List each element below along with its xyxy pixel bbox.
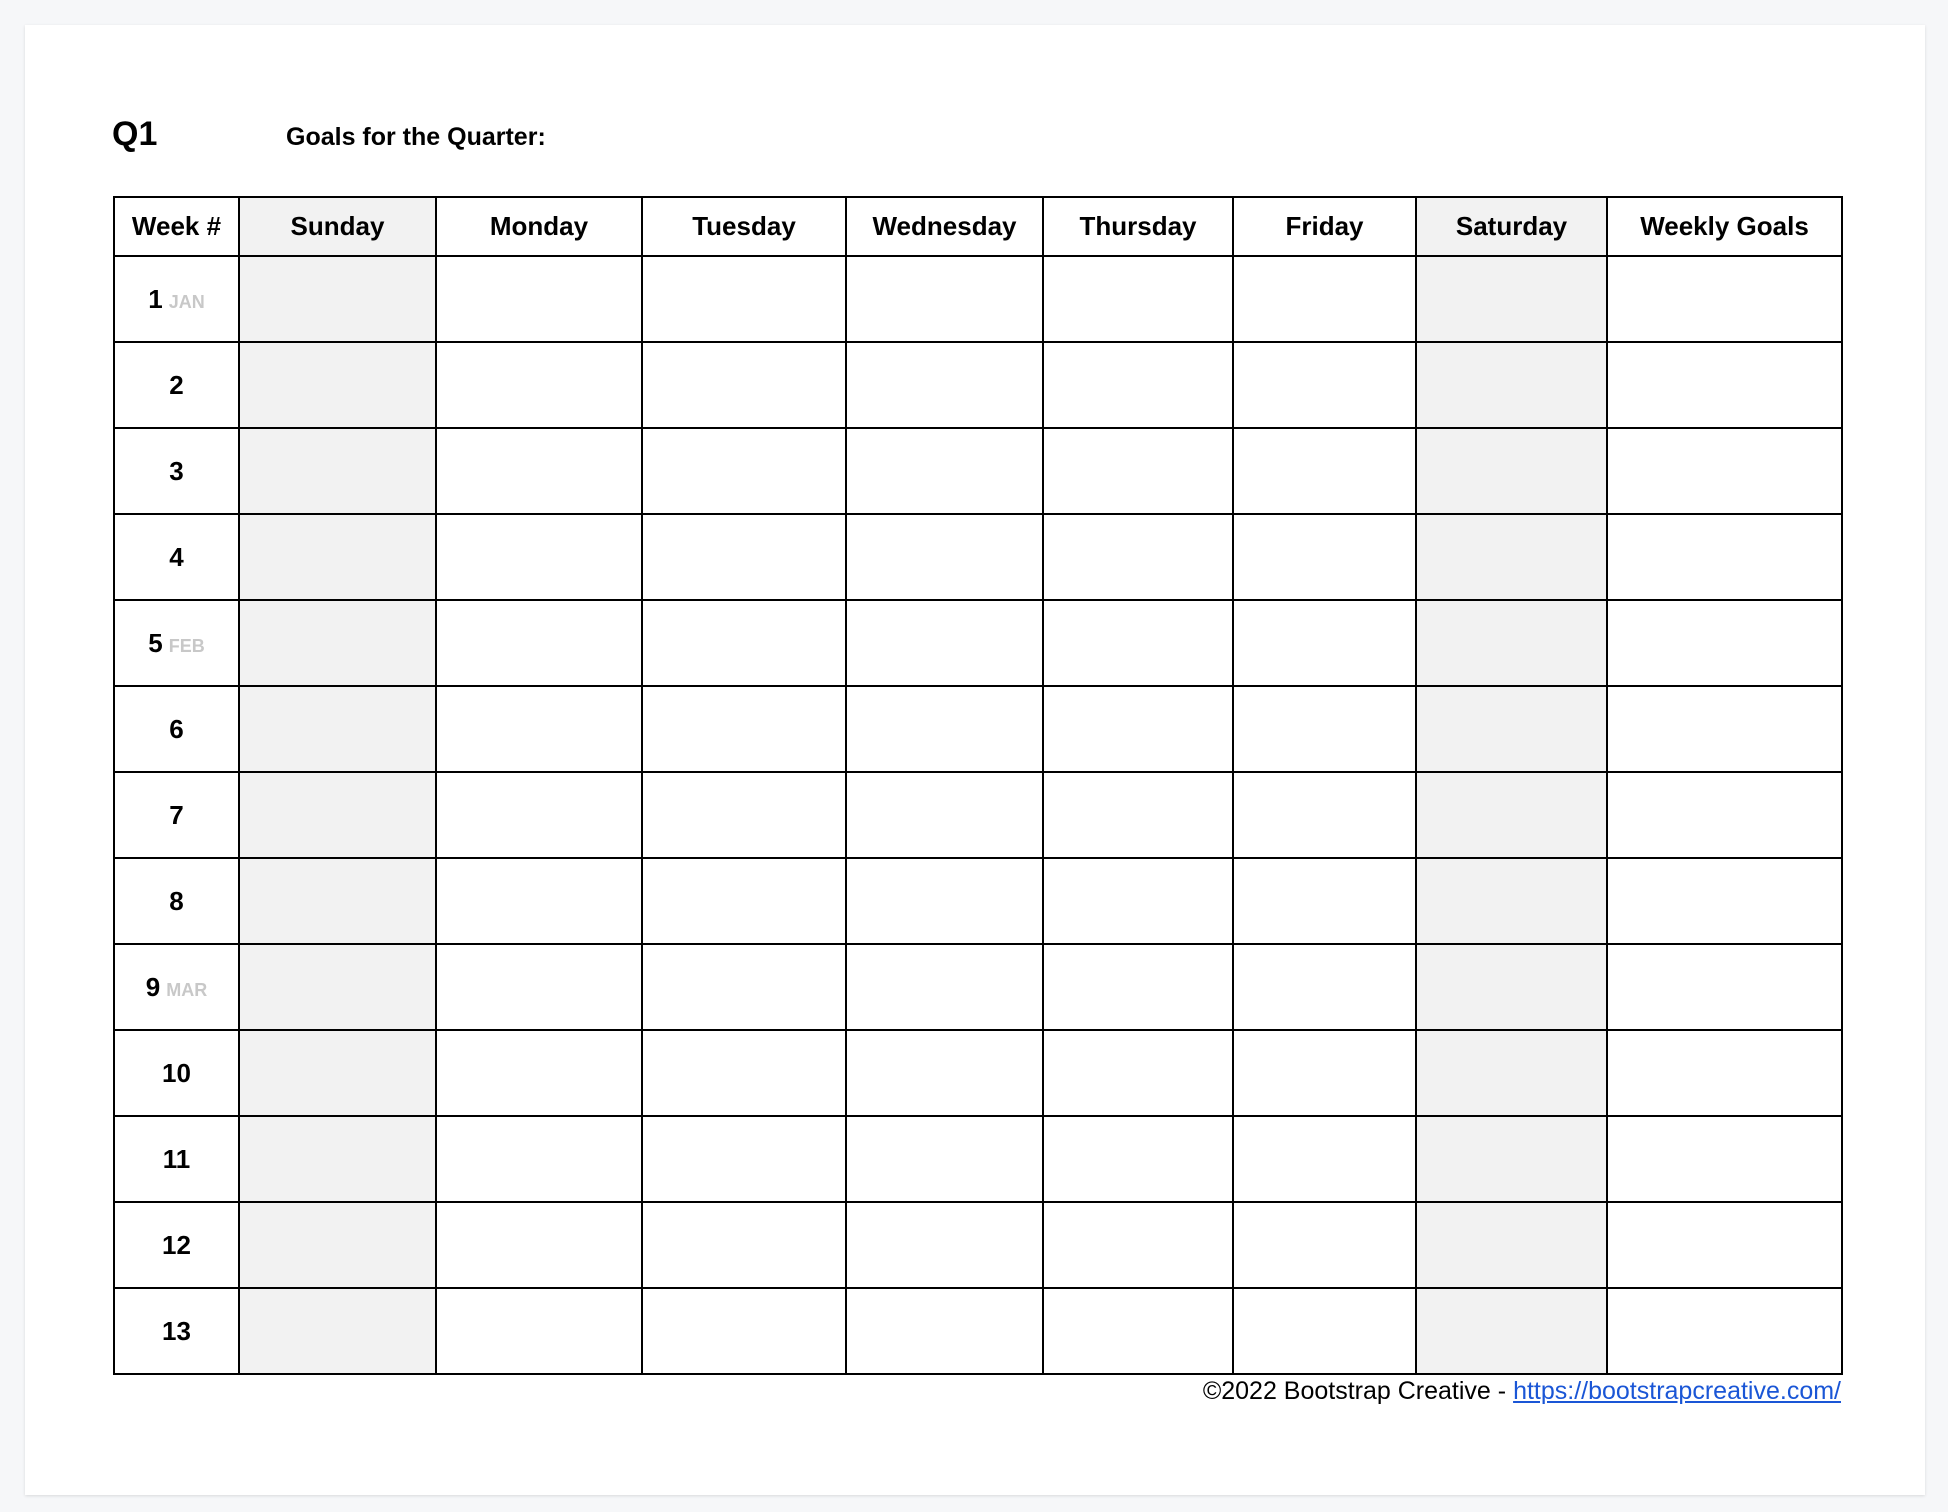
table-row [114, 1288, 1842, 1374]
planner-cell[interactable] [239, 1202, 436, 1288]
planner-cell[interactable] [1043, 772, 1233, 858]
planner-cell[interactable] [642, 256, 846, 342]
planner-cell[interactable] [846, 686, 1043, 772]
planner-cell[interactable] [846, 1202, 1043, 1288]
weekly-planner-table [113, 196, 1843, 1375]
planner-cell[interactable] [436, 772, 642, 858]
planner-cell[interactable] [436, 256, 642, 342]
planner-cell[interactable] [846, 514, 1043, 600]
table-row [114, 772, 1842, 858]
planner-cell[interactable] [1607, 1288, 1842, 1374]
planner-cell[interactable] [239, 944, 436, 1030]
week-number: 8 [169, 885, 184, 916]
week-number: 12 [162, 1229, 191, 1260]
planner-cell[interactable] [846, 858, 1043, 944]
week-number: 9 [145, 971, 161, 1002]
column-header-friday: Friday [1233, 197, 1416, 256]
planner-cell[interactable] [1607, 256, 1842, 342]
planner-cell[interactable] [1607, 1030, 1842, 1116]
week-number-cell [114, 1202, 239, 1288]
planner-cell[interactable] [436, 514, 642, 600]
planner-cell[interactable] [1607, 428, 1842, 514]
week-number: 5 [148, 627, 163, 658]
table-row [114, 858, 1842, 944]
table-row [114, 686, 1842, 772]
header-row [114, 197, 1842, 256]
planner-cell[interactable] [1043, 1030, 1233, 1116]
goals-label: Goals for the Quarter: [286, 123, 546, 151]
week-number-cell [114, 1030, 239, 1116]
month-label: MAR [166, 979, 208, 1000]
planner-cell[interactable] [1043, 1116, 1233, 1202]
planner-cell[interactable] [239, 1116, 436, 1202]
planner-cell[interactable] [1607, 514, 1842, 600]
footer [1203, 1377, 1841, 1406]
planner-cell[interactable] [1416, 1116, 1607, 1202]
month-label: JAN [168, 291, 205, 312]
planner-cell[interactable] [1607, 686, 1842, 772]
table-row [114, 600, 1842, 686]
week-number-cell [114, 686, 239, 772]
planner-cell[interactable] [1233, 600, 1416, 686]
planner-cell[interactable] [1416, 428, 1607, 514]
planner-cell[interactable] [642, 428, 846, 514]
planner-cell[interactable] [1233, 1030, 1416, 1116]
planner-cell[interactable] [436, 944, 642, 1030]
planner-cell[interactable] [846, 772, 1043, 858]
planner-cell[interactable] [436, 1030, 642, 1116]
week-number: 3 [169, 455, 184, 486]
planner-cell[interactable] [436, 428, 642, 514]
planner-cell[interactable] [436, 342, 642, 428]
planner-cell[interactable] [846, 428, 1043, 514]
planner-cell[interactable] [642, 686, 846, 772]
planner-cell[interactable] [436, 1202, 642, 1288]
planner-cell[interactable] [1233, 858, 1416, 944]
planner-cell[interactable] [642, 858, 846, 944]
planner-cell[interactable] [1233, 1202, 1416, 1288]
planner-cell[interactable] [1043, 256, 1233, 342]
table-row [114, 1030, 1842, 1116]
week-number-cell [114, 1116, 239, 1202]
planner-cell[interactable] [846, 256, 1043, 342]
planner-cell[interactable] [436, 1116, 642, 1202]
planner-cell[interactable] [1607, 1116, 1842, 1202]
planner-cell[interactable] [239, 1288, 436, 1374]
planner-cell[interactable] [1233, 342, 1416, 428]
column-header-saturday: Saturday [1416, 197, 1607, 256]
planner-cell[interactable] [1043, 600, 1233, 686]
planner-cell[interactable] [642, 772, 846, 858]
planner-cell[interactable] [846, 1288, 1043, 1374]
planner-cell[interactable] [1233, 514, 1416, 600]
planner-cell[interactable] [642, 514, 846, 600]
week-number-cell [114, 342, 239, 428]
planner-cell[interactable] [1416, 1288, 1607, 1374]
planner-cell[interactable] [1607, 342, 1842, 428]
planner-cell[interactable] [642, 1288, 846, 1374]
planner-cell[interactable] [436, 1288, 642, 1374]
week-number: 13 [162, 1315, 191, 1346]
planner-cell[interactable] [846, 600, 1043, 686]
week-number-cell [114, 514, 239, 600]
planner-cell[interactable] [1043, 514, 1233, 600]
planner-cell[interactable] [1233, 772, 1416, 858]
planner-cell[interactable] [642, 1030, 846, 1116]
planner-cell[interactable] [436, 600, 642, 686]
planner-cell[interactable] [239, 686, 436, 772]
column-header-week: Week # [114, 197, 239, 256]
planner-cell[interactable] [239, 858, 436, 944]
planner-cell[interactable] [1416, 1202, 1607, 1288]
table-row [114, 944, 1842, 1030]
column-header-sunday: Sunday [239, 197, 436, 256]
planner-cell[interactable] [1043, 1202, 1233, 1288]
table-row [114, 1116, 1842, 1202]
planner-cell[interactable] [1233, 1116, 1416, 1202]
column-header-tuesday: Tuesday [642, 197, 846, 256]
planner-cell[interactable] [1416, 256, 1607, 342]
planner-cell[interactable] [239, 514, 436, 600]
copyright-text: ©2022 Bootstrap Creative - [1202, 1377, 1514, 1405]
planner-cell[interactable] [1233, 428, 1416, 514]
planner-cell[interactable] [642, 1116, 846, 1202]
column-header-weekly-goals: Weekly Goals [1607, 197, 1842, 256]
planner-cell[interactable] [1416, 686, 1607, 772]
planner-cell[interactable] [1043, 428, 1233, 514]
table-row [114, 342, 1842, 428]
planner-cell[interactable] [1607, 858, 1842, 944]
table-row [114, 428, 1842, 514]
table-row [114, 514, 1842, 600]
week-number: 11 [162, 1143, 191, 1174]
week-number-cell [114, 858, 239, 944]
planner-cell[interactable] [846, 1030, 1043, 1116]
planner-cell[interactable] [1607, 944, 1842, 1030]
website-link[interactable]: https://bootstrapcreative.com/ [1513, 1377, 1841, 1405]
planner-cell[interactable] [846, 342, 1043, 428]
quarter-title: Q1 [112, 115, 158, 153]
week-number: 7 [169, 799, 184, 830]
planner-cell[interactable] [239, 1030, 436, 1116]
planner-cell[interactable] [1233, 944, 1416, 1030]
planner-cell[interactable] [642, 342, 846, 428]
week-number-cell [114, 600, 239, 686]
planner-cell[interactable] [1043, 944, 1233, 1030]
week-number: 1 [148, 283, 163, 314]
planner-cell[interactable] [1043, 686, 1233, 772]
planner-cell[interactable] [239, 772, 436, 858]
planner-cell[interactable] [239, 428, 436, 514]
week-number-cell [114, 944, 239, 1030]
planner-cell[interactable] [1043, 858, 1233, 944]
planner-cell[interactable] [1233, 686, 1416, 772]
planner-cell[interactable] [1233, 256, 1416, 342]
planner-cell[interactable] [1043, 1288, 1233, 1374]
planner-cell[interactable] [1043, 342, 1233, 428]
week-number-cell [114, 428, 239, 514]
planner-cell[interactable] [642, 600, 846, 686]
week-number: 10 [162, 1057, 191, 1088]
planner-cell[interactable] [1416, 1030, 1607, 1116]
week-number-cell [114, 1288, 239, 1374]
week-number-cell [114, 256, 239, 342]
week-number-cell [114, 772, 239, 858]
week-number: 6 [169, 713, 184, 744]
planner-cell[interactable] [1607, 1202, 1842, 1288]
planner-cell[interactable] [1416, 772, 1607, 858]
planner-cell[interactable] [846, 1116, 1043, 1202]
planner-cell[interactable] [1416, 514, 1607, 600]
planner-cell[interactable] [1416, 600, 1607, 686]
week-number: 4 [169, 541, 184, 572]
planner-cell[interactable] [239, 256, 436, 342]
planner-cell[interactable] [1233, 1288, 1416, 1374]
planner-cell[interactable] [1607, 772, 1842, 858]
week-number: 2 [169, 369, 184, 400]
planner-cell[interactable] [1416, 944, 1607, 1030]
table-row [114, 256, 1842, 342]
planner-cell[interactable] [1416, 858, 1607, 944]
planner-cell[interactable] [846, 944, 1043, 1030]
planner-cell[interactable] [1416, 342, 1607, 428]
planner-cell[interactable] [642, 1202, 846, 1288]
column-header-thursday: Thursday [1043, 197, 1233, 256]
planner-cell[interactable] [436, 858, 642, 944]
planner-cell[interactable] [642, 944, 846, 1030]
planner-cell[interactable] [239, 600, 436, 686]
planner-page [25, 25, 1925, 1495]
planner-cell[interactable] [436, 686, 642, 772]
column-header-wednesday: Wednesday [846, 197, 1043, 256]
month-label: FEB [168, 635, 205, 656]
table-row [114, 1202, 1842, 1288]
planner-cell[interactable] [1607, 600, 1842, 686]
planner-cell[interactable] [239, 342, 436, 428]
column-header-monday: Monday [436, 197, 642, 256]
